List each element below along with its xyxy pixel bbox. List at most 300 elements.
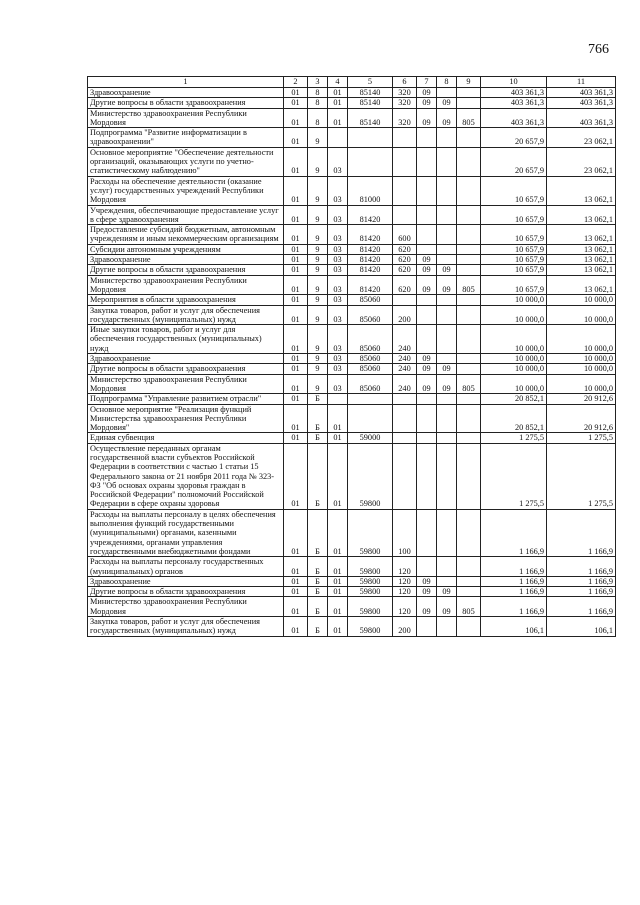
code-subprogram: 9 bbox=[308, 176, 328, 205]
table-row bbox=[88, 576, 616, 586]
code-section: 01 bbox=[284, 98, 308, 108]
amount-year-2: 10 000,0 bbox=[547, 374, 616, 394]
code-division bbox=[417, 295, 437, 305]
amount-year-2: 1 166,9 bbox=[547, 587, 616, 597]
row-name: Подпрограмма "Развитие информатизации в здравоохранении" bbox=[88, 128, 284, 148]
column-header: 11 bbox=[547, 77, 616, 88]
code-subprogram: 9 bbox=[308, 275, 328, 295]
amount-year-1: 20 852,1 bbox=[481, 394, 547, 404]
code-event: 01 bbox=[328, 557, 348, 577]
code-subdivision bbox=[437, 354, 457, 364]
amount-year-1: 1 166,9 bbox=[481, 587, 547, 597]
table-row bbox=[88, 265, 616, 275]
table-row bbox=[88, 295, 616, 305]
code-event: 03 bbox=[328, 147, 348, 176]
code-section: 01 bbox=[284, 404, 308, 433]
code-expense-type: 120 bbox=[393, 587, 417, 597]
code-direction: 85060 bbox=[348, 364, 393, 374]
code-section: 01 bbox=[284, 354, 308, 364]
amount-year-1: 10 000,0 bbox=[481, 354, 547, 364]
code-subdivision: 09 bbox=[437, 98, 457, 108]
amount-year-2: 10 000,0 bbox=[547, 325, 616, 354]
code-division bbox=[417, 443, 437, 509]
code-section: 01 bbox=[284, 225, 308, 245]
code-division bbox=[417, 244, 437, 254]
table-row bbox=[88, 176, 616, 205]
code-subdivision bbox=[437, 255, 457, 265]
code-expense-type: 200 bbox=[393, 305, 417, 325]
row-name: Основное мероприятие "Обеспечение деятельности организаций, оказывающих услуги по учетно-статистическому наблюдению" bbox=[88, 147, 284, 176]
table-row bbox=[88, 128, 616, 148]
amount-year-1: 403 361,3 bbox=[481, 108, 547, 128]
code-expense-type bbox=[393, 176, 417, 205]
column-header: 4 bbox=[328, 77, 348, 88]
amount-year-2: 10 000,0 bbox=[547, 305, 616, 325]
code-division bbox=[417, 617, 437, 637]
row-name: Учреждения, обеспечивающие предоставление услуг в сфере здравоохранения bbox=[88, 205, 284, 225]
code-section: 01 bbox=[284, 305, 308, 325]
code-event: 03 bbox=[328, 265, 348, 275]
code-ministry bbox=[457, 557, 481, 577]
row-name: Субсидии автономным учреждениям bbox=[88, 244, 284, 254]
code-subdivision bbox=[437, 404, 457, 433]
row-name: Предоставление субсидий бюджетным, автономным учреждениям и иным некоммерческим организациям bbox=[88, 225, 284, 245]
code-subprogram: Б bbox=[308, 597, 328, 617]
code-event: 01 bbox=[328, 617, 348, 637]
amount-year-2: 106,1 bbox=[547, 617, 616, 637]
code-division bbox=[417, 325, 437, 354]
amount-year-1: 20 852,1 bbox=[481, 404, 547, 433]
code-subdivision: 09 bbox=[437, 265, 457, 275]
table-row bbox=[88, 374, 616, 394]
row-name: Расходы на обеспечение деятельности (оказание услуг) государственных учреждений Республики Мордовия bbox=[88, 176, 284, 205]
code-ministry: 805 bbox=[457, 597, 481, 617]
code-expense-type: 240 bbox=[393, 354, 417, 364]
code-direction: 81420 bbox=[348, 205, 393, 225]
amount-year-2: 1 275,5 bbox=[547, 433, 616, 443]
column-header: 7 bbox=[417, 77, 437, 88]
code-ministry bbox=[457, 147, 481, 176]
code-division: 09 bbox=[417, 98, 437, 108]
code-division: 09 bbox=[417, 354, 437, 364]
row-name: Другие вопросы в области здравоохранения bbox=[88, 98, 284, 108]
code-subprogram: Б bbox=[308, 404, 328, 433]
table-row bbox=[88, 205, 616, 225]
code-subprogram: 9 bbox=[308, 325, 328, 354]
code-ministry bbox=[457, 255, 481, 265]
code-subprogram: Б bbox=[308, 443, 328, 509]
table-row bbox=[88, 255, 616, 265]
amount-year-2: 1 166,9 bbox=[547, 576, 616, 586]
code-division: 09 bbox=[417, 576, 437, 586]
code-subprogram: Б bbox=[308, 433, 328, 443]
code-subprogram: 9 bbox=[308, 147, 328, 176]
column-header: 6 bbox=[393, 77, 417, 88]
amount-year-1: 10 657,9 bbox=[481, 176, 547, 205]
code-ministry bbox=[457, 88, 481, 98]
amount-year-1: 10 657,9 bbox=[481, 275, 547, 295]
code-ministry bbox=[457, 576, 481, 586]
code-event: 03 bbox=[328, 205, 348, 225]
table-row bbox=[88, 305, 616, 325]
code-section: 01 bbox=[284, 176, 308, 205]
amount-year-2: 1 275,5 bbox=[547, 443, 616, 509]
table-row bbox=[88, 325, 616, 354]
code-event: 03 bbox=[328, 325, 348, 354]
column-header: 9 bbox=[457, 77, 481, 88]
row-name: Мероприятия в области здравоохранения bbox=[88, 295, 284, 305]
code-subdivision bbox=[437, 128, 457, 148]
amount-year-1: 403 361,3 bbox=[481, 98, 547, 108]
code-ministry bbox=[457, 244, 481, 254]
code-section: 01 bbox=[284, 325, 308, 354]
code-expense-type: 620 bbox=[393, 265, 417, 275]
amount-year-1: 10 657,9 bbox=[481, 244, 547, 254]
code-ministry bbox=[457, 265, 481, 275]
code-division bbox=[417, 509, 437, 556]
amount-year-2: 1 166,9 bbox=[547, 557, 616, 577]
table-row bbox=[88, 433, 616, 443]
code-direction: 85060 bbox=[348, 305, 393, 325]
code-direction: 59000 bbox=[348, 433, 393, 443]
code-direction bbox=[348, 128, 393, 148]
code-event: 03 bbox=[328, 176, 348, 205]
amount-year-1: 10 657,9 bbox=[481, 205, 547, 225]
code-ministry bbox=[457, 325, 481, 354]
amount-year-2: 23 062,1 bbox=[547, 128, 616, 148]
code-ministry bbox=[457, 128, 481, 148]
code-subprogram: 9 bbox=[308, 255, 328, 265]
column-header: 3 bbox=[308, 77, 328, 88]
code-ministry bbox=[457, 617, 481, 637]
code-ministry: 805 bbox=[457, 108, 481, 128]
code-event bbox=[328, 394, 348, 404]
row-name: Здравоохранение bbox=[88, 354, 284, 364]
row-name: Министерство здравоохранения Республики Мордовия bbox=[88, 374, 284, 394]
code-direction: 85140 bbox=[348, 88, 393, 98]
code-ministry bbox=[457, 354, 481, 364]
code-division bbox=[417, 305, 437, 325]
code-subprogram: Б bbox=[308, 617, 328, 637]
code-direction: 85060 bbox=[348, 295, 393, 305]
code-expense-type: 240 bbox=[393, 374, 417, 394]
code-section: 01 bbox=[284, 295, 308, 305]
table-row bbox=[88, 275, 616, 295]
amount-year-2: 13 062,1 bbox=[547, 275, 616, 295]
code-event: 01 bbox=[328, 509, 348, 556]
row-name: Министерство здравоохранения Республики Мордовия bbox=[88, 597, 284, 617]
table-row bbox=[88, 98, 616, 108]
code-section: 01 bbox=[284, 433, 308, 443]
row-name: Расходы на выплаты персоналу государственных (муниципальных) органов bbox=[88, 557, 284, 577]
code-section: 01 bbox=[284, 374, 308, 394]
code-ministry bbox=[457, 509, 481, 556]
code-section: 01 bbox=[284, 509, 308, 556]
table-row bbox=[88, 364, 616, 374]
code-subprogram: 9 bbox=[308, 354, 328, 364]
code-division: 09 bbox=[417, 364, 437, 374]
code-subdivision bbox=[437, 576, 457, 586]
code-subdivision: 09 bbox=[437, 597, 457, 617]
code-subprogram: Б bbox=[308, 557, 328, 577]
row-name: Другие вопросы в области здравоохранения bbox=[88, 587, 284, 597]
code-subdivision bbox=[437, 443, 457, 509]
code-division: 09 bbox=[417, 88, 437, 98]
amount-year-1: 1 166,9 bbox=[481, 509, 547, 556]
code-expense-type: 320 bbox=[393, 108, 417, 128]
code-subdivision: 09 bbox=[437, 108, 457, 128]
code-ministry bbox=[457, 394, 481, 404]
table-row bbox=[88, 244, 616, 254]
code-subprogram: 9 bbox=[308, 244, 328, 254]
code-subdivision bbox=[437, 325, 457, 354]
code-subprogram: 9 bbox=[308, 265, 328, 275]
code-direction: 59800 bbox=[348, 509, 393, 556]
code-direction: 81420 bbox=[348, 255, 393, 265]
code-expense-type: 120 bbox=[393, 576, 417, 586]
row-name: Иные закупки товаров, работ и услуг для обеспечения государственных (муниципальных) нужд bbox=[88, 325, 284, 354]
code-direction: 59800 bbox=[348, 597, 393, 617]
amount-year-2: 13 062,1 bbox=[547, 205, 616, 225]
table-row bbox=[88, 509, 616, 556]
table-row bbox=[88, 88, 616, 98]
code-direction: 85060 bbox=[348, 325, 393, 354]
code-subdivision bbox=[437, 225, 457, 245]
row-name: Здравоохранение bbox=[88, 88, 284, 98]
code-subdivision bbox=[437, 244, 457, 254]
row-name: Другие вопросы в области здравоохранения bbox=[88, 364, 284, 374]
code-ministry: 805 bbox=[457, 374, 481, 394]
code-subprogram: Б bbox=[308, 509, 328, 556]
code-event bbox=[328, 128, 348, 148]
row-name: Единая субвенция bbox=[88, 433, 284, 443]
code-ministry bbox=[457, 295, 481, 305]
code-direction: 85140 bbox=[348, 98, 393, 108]
table-row bbox=[88, 394, 616, 404]
code-event: 01 bbox=[328, 404, 348, 433]
table-row bbox=[88, 443, 616, 509]
row-name: Министерство здравоохранения Республики Мордовия bbox=[88, 108, 284, 128]
table-row bbox=[88, 557, 616, 577]
code-direction: 81420 bbox=[348, 225, 393, 245]
code-subdivision bbox=[437, 557, 457, 577]
code-subprogram: 9 bbox=[308, 364, 328, 374]
row-name: Расходы на выплаты персоналу в целях обеспечения выполнения функций государственными (муниципальными) органами, казенными учреждениями, органами управления государственными внебюджетными фондами bbox=[88, 509, 284, 556]
code-subdivision: 09 bbox=[437, 587, 457, 597]
code-event: 01 bbox=[328, 108, 348, 128]
code-subdivision bbox=[437, 433, 457, 443]
code-expense-type bbox=[393, 295, 417, 305]
code-subdivision: 09 bbox=[437, 374, 457, 394]
code-direction bbox=[348, 394, 393, 404]
amount-year-2: 10 000,0 bbox=[547, 295, 616, 305]
code-expense-type: 620 bbox=[393, 244, 417, 254]
code-section: 01 bbox=[284, 205, 308, 225]
amount-year-1: 1 166,9 bbox=[481, 557, 547, 577]
code-section: 01 bbox=[284, 617, 308, 637]
code-event: 01 bbox=[328, 576, 348, 586]
amount-year-2: 1 166,9 bbox=[547, 509, 616, 556]
code-division bbox=[417, 394, 437, 404]
code-expense-type: 120 bbox=[393, 557, 417, 577]
code-direction bbox=[348, 147, 393, 176]
code-expense-type bbox=[393, 443, 417, 509]
code-direction: 85060 bbox=[348, 354, 393, 364]
code-direction: 81420 bbox=[348, 265, 393, 275]
page-number: 766 bbox=[588, 42, 609, 57]
table-row bbox=[88, 597, 616, 617]
code-expense-type bbox=[393, 128, 417, 148]
code-subdivision bbox=[437, 147, 457, 176]
code-event: 03 bbox=[328, 354, 348, 364]
code-expense-type: 600 bbox=[393, 225, 417, 245]
code-section: 01 bbox=[284, 275, 308, 295]
row-name: Здравоохранение bbox=[88, 576, 284, 586]
column-header: 8 bbox=[437, 77, 457, 88]
code-subdivision bbox=[437, 305, 457, 325]
amount-year-2: 403 361,3 bbox=[547, 108, 616, 128]
code-division bbox=[417, 205, 437, 225]
row-name: Закупка товаров, работ и услуг для обеспечения государственных (муниципальных) нужд bbox=[88, 305, 284, 325]
code-ministry bbox=[457, 587, 481, 597]
code-event: 03 bbox=[328, 295, 348, 305]
code-section: 01 bbox=[284, 88, 308, 98]
code-direction: 81420 bbox=[348, 244, 393, 254]
code-subdivision bbox=[437, 509, 457, 556]
code-event: 03 bbox=[328, 364, 348, 374]
amount-year-1: 10 657,9 bbox=[481, 225, 547, 245]
code-expense-type: 120 bbox=[393, 597, 417, 617]
code-section: 01 bbox=[284, 587, 308, 597]
amount-year-2: 23 062,1 bbox=[547, 147, 616, 176]
code-division: 09 bbox=[417, 374, 437, 394]
column-header: 10 bbox=[481, 77, 547, 88]
code-direction: 59800 bbox=[348, 587, 393, 597]
amount-year-1: 10 000,0 bbox=[481, 295, 547, 305]
code-direction: 85140 bbox=[348, 108, 393, 128]
code-division bbox=[417, 433, 437, 443]
code-subprogram: Б bbox=[308, 394, 328, 404]
amount-year-1: 106,1 bbox=[481, 617, 547, 637]
code-subprogram: 8 bbox=[308, 98, 328, 108]
code-subprogram: Б bbox=[308, 576, 328, 586]
code-ministry bbox=[457, 205, 481, 225]
code-subprogram: 9 bbox=[308, 128, 328, 148]
code-direction: 85060 bbox=[348, 374, 393, 394]
code-subprogram: 9 bbox=[308, 374, 328, 394]
code-expense-type: 240 bbox=[393, 325, 417, 354]
amount-year-2: 1 166,9 bbox=[547, 597, 616, 617]
code-subdivision bbox=[437, 88, 457, 98]
code-event: 01 bbox=[328, 597, 348, 617]
code-subdivision bbox=[437, 394, 457, 404]
amount-year-1: 10 000,0 bbox=[481, 374, 547, 394]
code-subprogram: 9 bbox=[308, 305, 328, 325]
code-direction: 59800 bbox=[348, 617, 393, 637]
code-expense-type: 200 bbox=[393, 617, 417, 637]
code-ministry bbox=[457, 98, 481, 108]
column-header: 1 bbox=[88, 77, 284, 88]
amount-year-2: 20 912,6 bbox=[547, 394, 616, 404]
code-section: 01 bbox=[284, 265, 308, 275]
code-expense-type bbox=[393, 433, 417, 443]
table-row bbox=[88, 354, 616, 364]
code-expense-type: 620 bbox=[393, 275, 417, 295]
amount-year-2: 403 361,3 bbox=[547, 88, 616, 98]
amount-year-1: 403 361,3 bbox=[481, 88, 547, 98]
code-section: 01 bbox=[284, 597, 308, 617]
code-section: 01 bbox=[284, 244, 308, 254]
budget-table bbox=[87, 76, 616, 637]
amount-year-1: 10 657,9 bbox=[481, 265, 547, 275]
code-ministry bbox=[457, 443, 481, 509]
row-name: Закупка товаров, работ и услуг для обеспечения государственных (муниципальных) нужд bbox=[88, 617, 284, 637]
code-event: 01 bbox=[328, 587, 348, 597]
code-subprogram: 9 bbox=[308, 205, 328, 225]
amount-year-1: 1 166,9 bbox=[481, 597, 547, 617]
code-direction bbox=[348, 404, 393, 433]
code-division: 09 bbox=[417, 255, 437, 265]
code-section: 01 bbox=[284, 364, 308, 374]
code-ministry: 805 bbox=[457, 275, 481, 295]
code-division bbox=[417, 176, 437, 205]
code-event: 03 bbox=[328, 374, 348, 394]
amount-year-2: 13 062,1 bbox=[547, 244, 616, 254]
code-subdivision bbox=[437, 617, 457, 637]
code-direction: 59800 bbox=[348, 557, 393, 577]
code-event: 03 bbox=[328, 305, 348, 325]
row-name: Здравоохранение bbox=[88, 255, 284, 265]
code-section: 01 bbox=[284, 443, 308, 509]
amount-year-1: 1 166,9 bbox=[481, 576, 547, 586]
amount-year-2: 10 000,0 bbox=[547, 354, 616, 364]
code-subprogram: Б bbox=[308, 587, 328, 597]
code-section: 01 bbox=[284, 576, 308, 586]
amount-year-1: 10 000,0 bbox=[481, 325, 547, 354]
table-row bbox=[88, 617, 616, 637]
row-name: Другие вопросы в области здравоохранения bbox=[88, 265, 284, 275]
code-subprogram: 9 bbox=[308, 225, 328, 245]
code-subdivision bbox=[437, 176, 457, 205]
row-name: Осуществление переданных органам государственной власти субъектов Российской Федерации в соответствии с частью 1 статьи 15 Федерального закона от 21 ноября 2011 года № 323-ФЗ "Об основах охраны здоровья граждан в Российской Федерации" полномочий Российской Федерации в сфере охраны здоровья bbox=[88, 443, 284, 509]
amount-year-1: 20 657,9 bbox=[481, 147, 547, 176]
code-division bbox=[417, 147, 437, 176]
code-event: 01 bbox=[328, 88, 348, 98]
code-event: 01 bbox=[328, 98, 348, 108]
code-section: 01 bbox=[284, 147, 308, 176]
code-event: 03 bbox=[328, 244, 348, 254]
code-expense-type: 240 bbox=[393, 364, 417, 374]
code-event: 03 bbox=[328, 275, 348, 295]
table-row bbox=[88, 147, 616, 176]
code-division bbox=[417, 128, 437, 148]
code-division bbox=[417, 404, 437, 433]
amount-year-2: 13 062,1 bbox=[547, 255, 616, 265]
code-subdivision: 09 bbox=[437, 275, 457, 295]
amount-year-2: 10 000,0 bbox=[547, 364, 616, 374]
code-expense-type: 100 bbox=[393, 509, 417, 556]
table-row bbox=[88, 225, 616, 245]
amount-year-2: 13 062,1 bbox=[547, 225, 616, 245]
column-header: 2 bbox=[284, 77, 308, 88]
code-direction: 81000 bbox=[348, 176, 393, 205]
amount-year-1: 1 275,5 bbox=[481, 443, 547, 509]
code-subprogram: 8 bbox=[308, 108, 328, 128]
code-section: 01 bbox=[284, 394, 308, 404]
code-subdivision bbox=[437, 205, 457, 225]
code-expense-type bbox=[393, 205, 417, 225]
code-expense-type bbox=[393, 147, 417, 176]
